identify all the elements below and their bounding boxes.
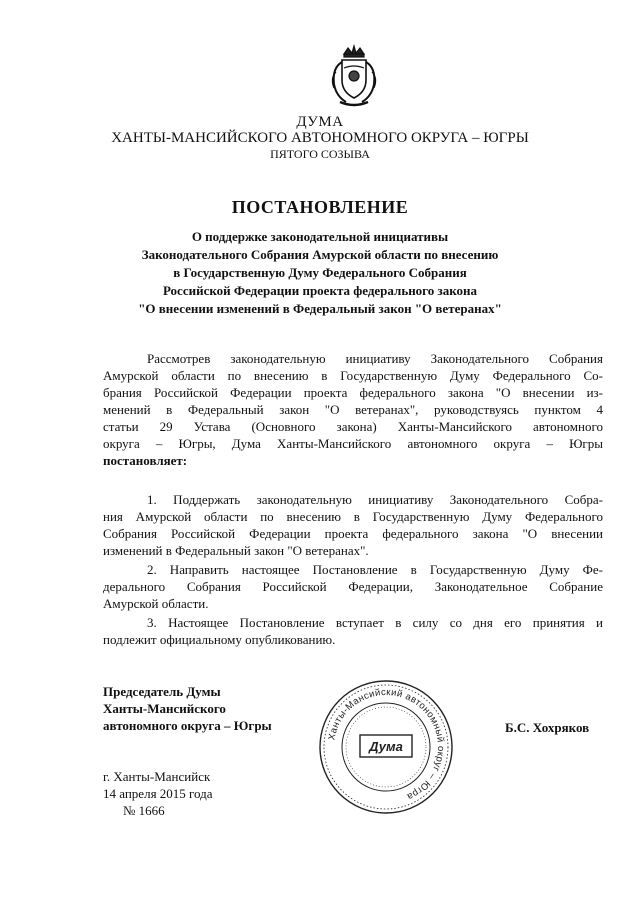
preamble-line: менений в Федеральный закон "О ветеранах", руководствуясь пунктом 4 [103, 402, 603, 417]
item-line: Собрания Российской Федерации проекта федерального закона "О внесении [103, 526, 603, 541]
seal-ring-text: Ханты-Мансийский автономный округ – Югра [326, 686, 447, 803]
position-line: Председатель Думы [103, 684, 221, 699]
document-footer [103, 768, 213, 819]
preamble-line: Рассмотрев законодательную инициативу Законодательного Собрания [147, 351, 603, 366]
item-1 [103, 491, 603, 559]
preamble-line: округа – Югры, Дума Ханты-Мансийского автономного округа – Югры [103, 436, 603, 451]
item-line: 2. Направить настоящее Постановление в Государственную Думу Фе- [147, 562, 603, 577]
date: 14 апреля 2015 года [103, 786, 213, 801]
subject-line: в Государственную Думу Федерального Собрания [173, 265, 467, 280]
org-name: ДУМА [296, 114, 344, 130]
subject-line: Законодательного Собрания Амурской области по внесению [141, 247, 499, 262]
document-number: № 1666 [123, 803, 165, 818]
item-line: изменений в Федеральный закон "О ветеранах". [103, 543, 369, 558]
preamble [103, 350, 603, 469]
subject-line: О поддержке законодательной инициативы [191, 229, 449, 244]
coat-of-arms-icon [326, 44, 382, 108]
item-line: 1. Поддержать законодательную инициативу Законодательного Собра- [147, 492, 603, 507]
preamble-line: статьи 29 Устава (Основного закона) Ханты-Мансийского автономного [103, 419, 603, 434]
document-type: ПОСТАНОВЛЕНИЕ [231, 197, 409, 217]
position-line: Ханты-Мансийского [103, 701, 226, 716]
signer-name: Б.С. Хохряков [505, 720, 590, 735]
item-3 [103, 614, 603, 648]
preamble-line: Амурской области по внесению в Государственную Думу Федерального Со- [103, 368, 603, 383]
place: г. Ханты-Мансийск [103, 769, 211, 784]
item-line: 3. Настоящее Постановление вступает в силу со дня его принятия и [147, 615, 603, 630]
resolves-word: постановляет: [103, 453, 188, 468]
org-convocation: ПЯТОГО СОЗЫВА [270, 147, 370, 161]
preamble-line: брания Российской Федерации проекта федерального закона "О внесении из- [103, 385, 603, 400]
item-line: Амурской области. [103, 596, 209, 611]
seal-center-text: Дума [369, 739, 403, 754]
signer-position [103, 683, 272, 734]
subject-line: Российской Федерации проекта федерального закона [162, 283, 478, 298]
item-line: подлежит официальному опубликованию. [103, 632, 336, 647]
position-line: автономного округа – Югры [103, 718, 272, 733]
item-2 [103, 561, 603, 612]
document-subject [0, 228, 640, 318]
org-region: ХАНТЫ-МАНСИЙСКОГО АВТОНОМНОГО ОКРУГА – ЮГРЫ [111, 130, 529, 146]
official-seal [316, 677, 456, 817]
item-line: ния Амурской области по внесению в Государственную Думу Федерального [103, 509, 603, 524]
subject-line: "О внесении изменений в Федеральный закон "О ветеранах" [138, 301, 502, 316]
item-line: дерального Собрания Российской Федерации, Законодательное Собрание [103, 579, 603, 594]
